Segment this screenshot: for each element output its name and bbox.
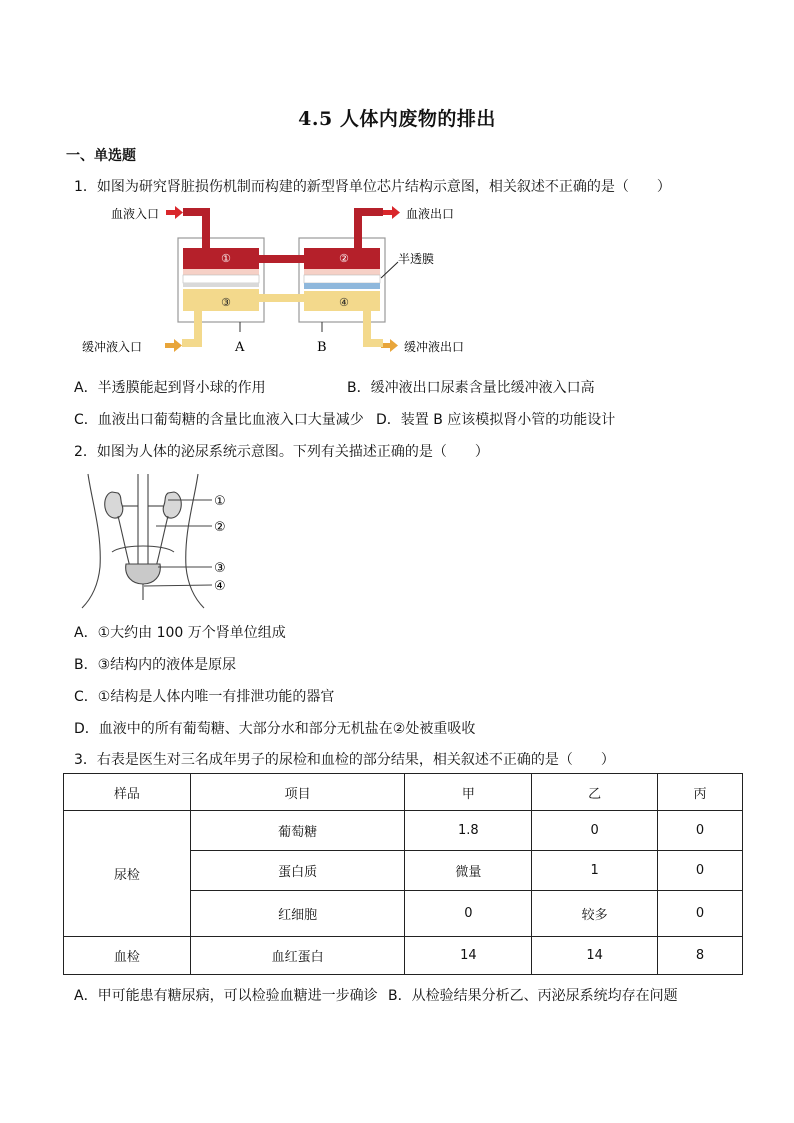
table-header-row: [64, 774, 743, 811]
right-ureter: [156, 516, 168, 567]
cell-bing: 0: [658, 811, 743, 851]
bladder: [126, 564, 161, 584]
q2-option-c: C．①结构是人体内唯一有排泄功能的器官: [74, 689, 335, 705]
blood-inlet-label: 血液入口: [111, 207, 160, 221]
membrane-label: 半透膜: [398, 252, 435, 266]
cell-bing: 0: [658, 851, 743, 891]
body-outline-right: [186, 474, 204, 608]
cell-jia: 1.8: [405, 811, 532, 851]
buffer-outlet-arrow: [381, 339, 398, 352]
circle-4-label: ④: [339, 296, 349, 309]
table-row: [64, 937, 743, 975]
cell-item: 血红蛋白: [190, 937, 405, 975]
header-jia: 甲: [405, 774, 532, 811]
header-sample: 样品: [64, 774, 191, 811]
cell-item: 红细胞: [190, 891, 405, 937]
header-yi: 乙: [532, 774, 658, 811]
body-outline-left: [82, 474, 100, 608]
kidney-chip-diagram: [80, 200, 500, 362]
q1-option-d: D．装置 B 应该模拟肾小管的功能设计: [376, 412, 616, 428]
blood-inlet-arrow: [166, 206, 183, 219]
cell-bing: 8: [658, 937, 743, 975]
urinary-system-diagram: [72, 472, 242, 612]
urinary-label-4: ④: [214, 579, 226, 594]
buffer-outlet-label: 缓冲液出口: [404, 340, 465, 354]
cell-yi: 14: [532, 937, 658, 975]
q1-stem: 1．如图为研究肾脏损伤机制而构建的新型肾单位芯片结构示意图，相关叙述不正确的是（ ）: [74, 179, 671, 195]
q3-option-b: B．从检验结果分析乙、丙泌尿系统均存在问题: [388, 988, 678, 1004]
pelvis-line: [112, 546, 174, 552]
buffer-inlet-label: 缓冲液入口: [82, 340, 143, 354]
cell-jia: 微量: [405, 851, 532, 891]
device-b-label: B: [317, 340, 327, 355]
q1-option-a: A．半透膜能起到肾小球的作用: [74, 380, 266, 396]
q2-option-a: A．①大约由 100 万个肾单位组成: [74, 625, 286, 641]
blood-test-label: 血检: [64, 937, 191, 975]
right-kidney: [163, 492, 181, 518]
cell-yi: 较多: [532, 891, 658, 937]
leader-line-4: [144, 585, 212, 586]
circle-1-label: ①: [221, 252, 231, 265]
q2-stem: 2．如图为人体的泌尿系统示意图。下列有关描述正确的是（ ）: [74, 444, 489, 460]
membrane-layer-a: [183, 269, 259, 287]
device-a-label: A: [235, 340, 245, 355]
left-kidney: [105, 492, 123, 518]
urine-test-label: 尿检: [64, 811, 191, 937]
blood-outlet-arrow: [383, 206, 400, 219]
cell-bing: 0: [658, 891, 743, 937]
circle-3-label: ③: [221, 296, 231, 309]
buffer-inlet-arrow: [165, 339, 182, 352]
cell-item: 葡萄糖: [190, 811, 405, 851]
urinary-label-3: ③: [214, 561, 226, 576]
cell-yi: 0: [532, 811, 658, 851]
cell-jia: 14: [405, 937, 532, 975]
membrane-layer-b: [304, 269, 380, 289]
q3-option-a: A．甲可能患有糖尿病，可以检验血糖进一步确诊: [74, 988, 378, 1004]
q1-option-b: B．缓冲液出口尿素含量比缓冲液入口高: [347, 380, 595, 396]
q1-option-c: C．血液出口葡萄糖的含量比血液入口大量减少: [74, 412, 364, 428]
left-ureter: [118, 516, 130, 567]
q2-option-d: D．血液中的所有葡萄糖、大部分水和部分无机盐在②处被重吸收: [74, 721, 476, 737]
cell-yi: 1: [532, 851, 658, 891]
test-results-table: [63, 773, 743, 975]
table-row: [64, 811, 743, 851]
q3-stem: 3．右表是医生对三名成年男子的尿检和血检的部分结果，相关叙述不正确的是（ ）: [74, 752, 615, 768]
cell-item: 蛋白质: [190, 851, 405, 891]
urinary-label-2: ②: [214, 520, 226, 535]
q2-option-b: B．③结构内的液体是原尿: [74, 657, 237, 673]
section-heading: 一、单选题: [66, 148, 136, 164]
header-item: 项目: [190, 774, 405, 811]
page-title: 4.5 人体内废物的排出: [298, 108, 496, 130]
blood-outlet-label: 血液出口: [406, 207, 455, 221]
circle-2-label: ②: [339, 252, 349, 265]
cell-jia: 0: [405, 891, 532, 937]
urinary-label-1: ①: [214, 494, 226, 509]
header-bing: 丙: [658, 774, 743, 811]
